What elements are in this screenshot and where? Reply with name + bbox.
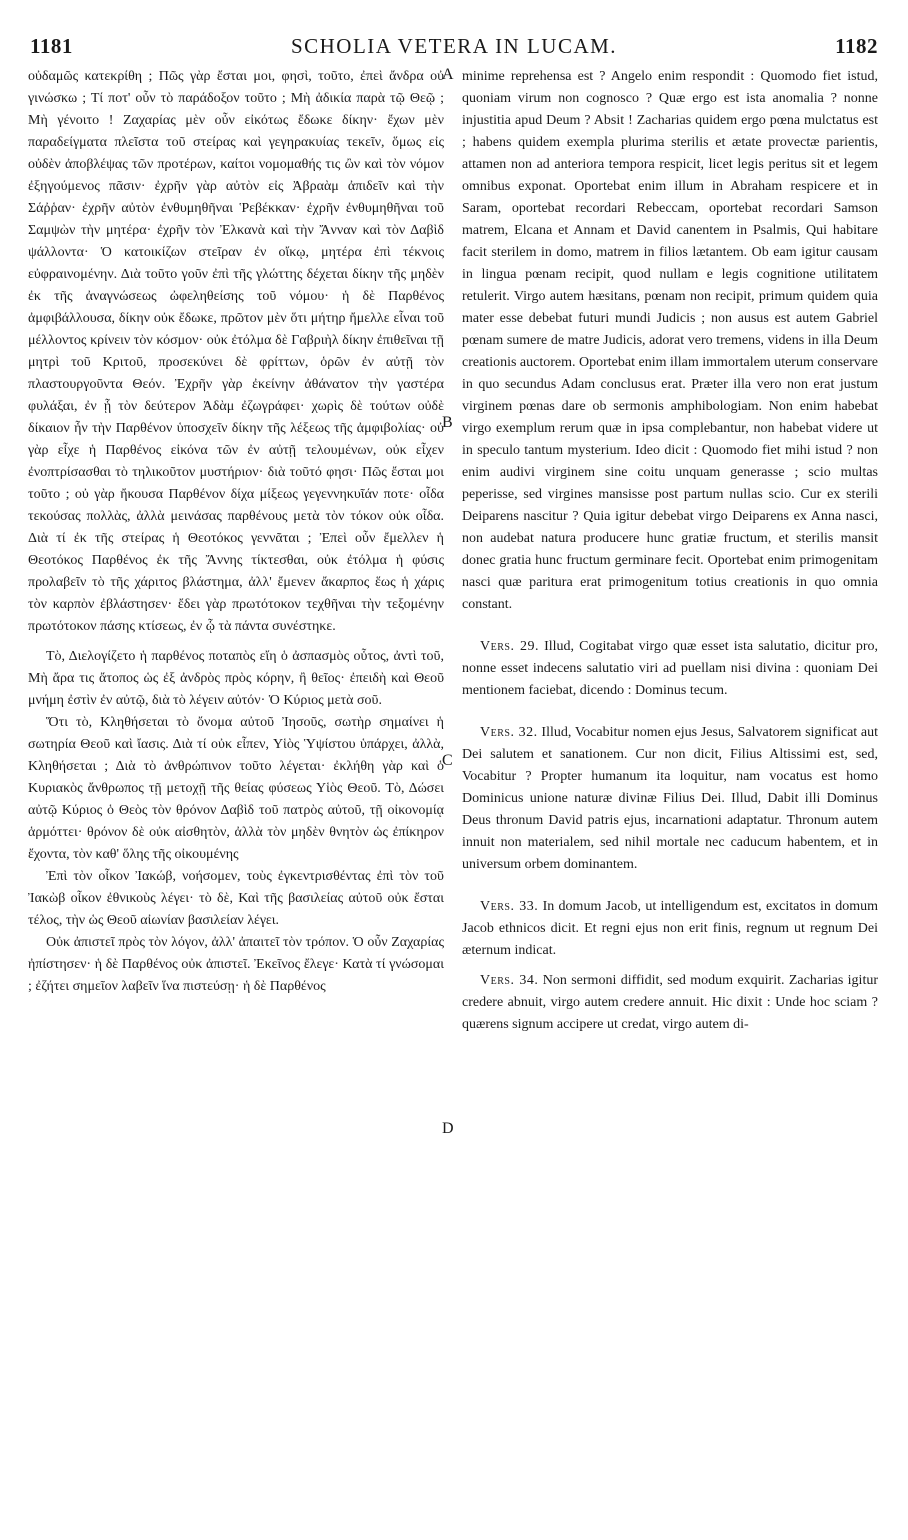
margin-letter-c: C (442, 752, 453, 769)
verse-text: In domum Jacob, ut intelligendum est, excitatos in domum Jacob ethnicos dicit. Et regni ejus non erit finis, regnum ut regnum Dei æternum indicat. (462, 899, 879, 958)
verse-label: Vers. 34. (480, 973, 539, 988)
page-number-left: 1181 (30, 34, 73, 58)
margin-letter-a: A (442, 66, 454, 83)
page-header (30, 34, 878, 60)
greek-paragraph: Ὅτι τὸ, Κληθήσεται τὸ ὄνομα αὐτοῦ Ἰησοῦς, σωτὴρ σημαίνει ἡ σωτηρία Θεοῦ καὶ ἴασις. Διὰ τί οὐκ εἶπεν, Υἱὸς Ὑψίστου ὑπάρχει, ἀλλὰ, Κληθήσεται ; Διὰ τὸ ἀνθρώπινον τοῦτο λέγεται· ἐκλήθη γὰρ καὶ ὁ Κυριακὸς ἄνθρωπος τῇ μετοχῇ τῆς θείας φύσεως Υἱὸς Θεοῦ. Τὸ, Δώσει αὐτῷ Κύριος ὁ Θεὸς τὸν θρόνον Δαβὶδ τοῦ πατρὸς αὐτοῦ, τῇ οἰκονομίᾳ ἁρμόττει· θρόνον δὲ οὐκ αἰσθητὸν, ἀλλὰ τὸν μηδὲν θνητὸν ὡς ἐπίκηρον ἔχοντα, τὸν καθ' ὅλης τῆς οἰκουμένης (28, 715, 444, 862)
greek-paragraph: Ἐπὶ τὸν οἶκον Ἰακώβ, νοήσομεν, τοὺς ἐγκεντρισθέντας ἐπὶ τὸν τοῦ Ἰακὼβ οἶκον ἐθνικοὺς λέγει· τὸ δὲ, Καὶ τῆς βασιλείας αὐτοῦ οὐκ ἔσται τέλος, τὴν ὡς Θεοῦ αἰωνίαν βασιλείαν λέγει. (28, 869, 444, 928)
verse-label: Vers. 33. (480, 899, 539, 914)
verse-label: Vers. 32. (480, 725, 538, 740)
greek-column (28, 66, 444, 998)
verse-text: Non sermoni diffidit, sed modum exquirit. Zacharias igitur credere abnuit, virgo autem credere annuit. Hic dixit : Unde hoc sciam ? quærens signum accipere ut credat, virgo autem di- (462, 973, 879, 1032)
running-title: SCHOLIA VETERA IN LUCAM. (290, 34, 618, 58)
latin-column (462, 66, 878, 1036)
page-number-right: 1182 (835, 34, 878, 58)
greek-paragraph: Τὸ, Διελογίζετο ἡ παρθένος ποταπὸς εἴη ὁ ἀσπασμὸς οὗτος, ἀντὶ τοῦ, Μὴ ἄρα τις ἄτοπος ὡς ἐξ ἀνδρὸς πρὸς κόρην, ἢ θεῖος· ἐπειδὴ καὶ Θεοῦ μνήμη ἐστὶν ἐν αὐτῷ, διὰ τὸ λέγειν αὐτόν· Ὁ Κύριος μετὰ σοῦ. (28, 649, 444, 708)
verse-text: Illud, Cogitabat virgo quæ esset ista salutatio, dicitur pro, nonne esset indecens salutatio viri ad puellam nisi divina : quoniam Dei mentionem faciebat, dicendo : Dominus tecum. (462, 639, 879, 698)
margin-letter-d: D (442, 1120, 454, 1137)
latin-paragraph: minime reprehensa est ? Angelo enim respondit : Quomodo fiet istud, quoniam virum non cognosco ? Quæ ergo est ista anomalia ? nonne injustitia apud Deum ? Absit ! Zacharias quidem ergo pœna mulctatus est ; habens quidem exempla plurima sterilis et ætate provectæ parientis, attamen non ad anteriora tempora respicit, licet legis peritus sit et legem omnibus exponat. Oportebat enim illum in Abraham respicere et in Saram, oportebat recordari Rebeccam, oportebat recordari Samson matrem, Elcana et Annam et David canentem in Psalmis, Qui habitare facit sterilem in domo, matrem in filios lætantem. Ob eam igitur causam in lingua pœnam recipit, quod nullam e legis cognitione utilitatem retulerit. Virgo autem hæsitans, pœnam non recipit, primum quidem quia mater esse debebat futuri mundi Judicis ; non ausus est autem Gabriel pœnam sumere de matre Judicis, adorat vero tremens, videns in illa Deum creationis auctorem. Oportebat enim illam immortalem uterum conservare in quo secundus Adam conclusus erat. Præter illa vero non erat justum virginem pœnas dare ob sermonis amphibologiam. Non enim habebat virgo exemplum rerum quæ in ipsa complebantur, non habebat videre ut in speculo tantum mysterium. Ideo dicit : Quomodo fiet mihi istud ? non enim audivi virginem sine coitu unquam generasse ; scio multas peperisse, sed virgines mansisse post partum nullas scio. Cur ex sterili Deiparens nascitur ? Quia igitur debebat virgo Deiparens ex Anna nasci, non audebat natura producere hunc gratiæ fructum, et sterilis mansit donec gratia hunc fructum germinare fecit. Oportebat enim primogenitam nasci quæ paritura erat primogenitum totius creationis in quo omnia constant. (462, 69, 878, 612)
verse-text: Illud, Vocabitur nomen ejus Jesus, Salvatorem significat aut Dei salutem et sanationem. Cur non dicit, Filius Altissimi est, sed, Vocabitur ? Propter humanum ita loquitur, nam vocatus est homo Dominicus unione naturæ divinæ Filius Dei. Illud, Dabit illi Dominus Deus thronum David patris ejus, incarnationi adaptatur. Thronum autem innuit non materialem, sed nihil mortale nec caducum habentem, et in universum orbem dominantem. (462, 725, 879, 872)
margin-letter-b: B (442, 414, 453, 431)
greek-paragraph: οὐδαμῶς κατεκρίθη ; Πῶς γὰρ ἔσται μοι, φησὶ, τοῦτο, ἐπεὶ ἄνδρα οὐ γινώσκω ; Τί ποτ' οὖν τὸ παράδοξον τοῦτο ; Μὴ ἀδικία παρὰ τῷ Θεῷ ; Μὴ γένοιτο ! Ζαχαρίας μὲν οὖν εἰκότως ἔδωκε δίκην· ἔχων μὲν παραδείγματα πλεῖστα τοῦ στείρας καὶ γεγηρακυίας τεκεῖν, ὅμως εἰς οὐδὲν ἀποβλέψας τῶν προτέρων, καίτοι νομομαθής τις ὢν καὶ τὸν νόμον ἐξηγούμενος πᾶσιν· ἐχρῆν γὰρ αὐτὸν εἰς Ἀβραὰμ ἀπιδεῖν καὶ τὴν Σάῤῥαν· ἐχρῆν αὐτὸν ἐνθυμηθῆναι Ῥεβέκκαν· ἐχρῆν ἐνθυμηθῆναι τοῦ Σαμψὼν τὴν μητέρα· ἐχρῆν τὸν Ἐλκανὰ καὶ τὴν Ἄνναν καὶ τὸν Δαβὶδ ψάλλοντα· Ὁ κατοικίζων στεῖραν ἐν οἴκῳ, μητέρα ἐπὶ τέκνοις εὐφραινομένην. Διὰ τοῦτο γοῦν ἐπὶ τῆς γλώττης δέχεται δίκην τῆς μηδὲν ἐκ τῆς ἀναγνώσεως ὠφεληθείσης τοῦ νόμου· ἡ δὲ Παρθένος ἀμφιβάλλουσα, δίκην οὐκ ἔδωκε, πρῶτον μὲν ὅτι μήτηρ ἤμελλε εἶναι τοῦ μέλλοντος κρίνειν τὸν κόσμον· οὐκ ἐτόλμα δὲ Γαβριὴλ δίκην ἐπιθεῖναι τῇ μητρὶ τοῦ Κριτοῦ, προσεκύνει δὲ φρίττων, ὁρῶν ἐν αὐτῇ τὸν πλαστουργοῦντα Θεόν. Ἐχρῆν γὰρ ἐκείνην ἀθάνατον τὴν γαστέρα φυλάξαι, ἐν ᾗ τὸν δεύτερον Ἀδὰμ ἐζωγράφει· χωρὶς δὲ τούτων οὐδὲ δίκαιον ἦν τὴν Παρθένον ὑποσχεῖν δίκην τῆς λέξεως τῆς ἀμφιβολίας· οὐ γὰρ εἶχε ἡ Παρθένος εἰκόνα τῶν ἐν αὐτῇ τελουμένων, οὐκ εἶχεν ἐνοπτρίσασθαι τὸ τηλικοῦτον μυστήριον· διὰ τοῦτό φησι· Πῶς ἔσται μοι τοῦτο ; οὐ γὰρ ἤκουσα Παρθένον δίχα μίξεως γεγεννηκυῖάν ποτε· οἶδα τεκούσας πολλὰς, ἀλλὰ μεινάσας παρθένους μετὰ τὸν τόκον οὐκ οἶδα. Διὰ τί ἐκ τῆς στείρας ἡ Θεοτόκος γεννᾶται ; Ἐπεὶ οὖν ἔμελλεν ἡ Θεοτόκος Παρθένος ἐκ τῆς Ἄννης τίκτεσθαι, οὐκ ἐτόλμα ἡ φύσις προλαβεῖν τὸ τῆς χάριτος βλάστημα, ἀλλ' ἔμενεν ἄκαρπος ἕως ἡ χάρις τὸν καρπὸν ἐβλάστησεν· ἔδει γὰρ πρωτότοκον τεχθῆναι τὴν τεξομένην πρωτότοκον πάσης κτίσεως, ἐν ᾧ τὰ πάντα συνέστηκε. (28, 69, 444, 634)
verse-29-note (462, 636, 878, 702)
verse-33-note (462, 896, 878, 962)
verse-34-note (462, 970, 878, 1036)
verse-32-note (462, 722, 878, 876)
greek-paragraph: Οὐκ ἀπιστεῖ πρὸς τὸν λόγον, ἀλλ' ἀπαιτεῖ τὸν τρόπον. Ὁ οὖν Ζαχαρίας ἠπίστησεν· ἡ δὲ Παρθένος οὐκ ἀπιστεῖ. Ἐκεῖνος ἔλεγε· Κατὰ τί γνώσομαι ; ἐζήτει σημεῖον λαβεῖν ἵνα πιστεύσῃ· ἡ δὲ Παρθένος (28, 935, 444, 994)
verse-label: Vers. 29. (480, 639, 540, 654)
